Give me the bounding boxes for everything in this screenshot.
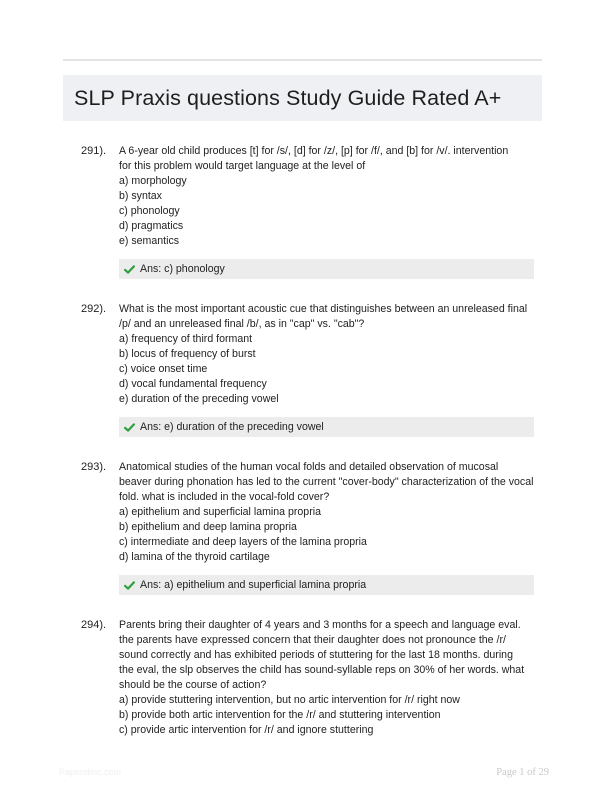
- option-b: b) syntax: [119, 190, 162, 202]
- question-text-line: should be the course of action?: [119, 679, 267, 691]
- top-divider: [63, 59, 542, 61]
- check-icon: [124, 422, 135, 433]
- question-text-line: Anatomical studies of the human vocal folds and detailed observation of mucosal: [119, 461, 499, 473]
- title-banner: [63, 75, 542, 121]
- question-text-line: Parents bring their daughter of 4 years and 3 months for a speech and language eval.: [119, 619, 521, 631]
- option-b: b) locus of frequency of burst: [119, 348, 256, 360]
- question-text-line: the parents have expressed concern that their daughter does not pronounce the /r/: [119, 634, 506, 646]
- option-d: d) vocal fundamental frequency: [119, 378, 267, 390]
- option-d: d) lamina of the thyroid cartilage: [119, 551, 270, 563]
- check-icon: [124, 264, 135, 275]
- question-number: 294).: [81, 619, 107, 631]
- option-a: a) frequency of third formant: [119, 333, 253, 345]
- answer-box: [119, 575, 534, 595]
- question-text-line: fold. what is included in the vocal-fold cover?: [119, 491, 330, 503]
- question-body: [119, 618, 539, 738]
- question-number: 291).: [81, 145, 107, 157]
- option-c: c) voice onset time: [119, 363, 208, 375]
- answer-text: Ans: c) phonology: [140, 262, 225, 275]
- option-b: b) epithelium and deep lamina propria: [119, 521, 297, 533]
- question-number: 292).: [81, 303, 107, 315]
- option-c: c) intermediate and deep layers of the lamina propria: [119, 536, 367, 548]
- question-text-line: beaver during phonation has led to the current "cover-body" characterization of the vocal: [119, 476, 534, 488]
- option-e: e) semantics: [119, 235, 180, 247]
- option-a: a) provide stuttering intervention, but no artic intervention for /r/ right now: [119, 694, 460, 706]
- answer-box: [119, 417, 534, 437]
- question-text-line: /p/ and an unreleased final /b/, as in "cap" vs. "cab"?: [119, 318, 365, 330]
- option-d: d) pragmatics: [119, 220, 184, 232]
- question-body: [119, 460, 539, 595]
- document-title: SLP Praxis questions Study Guide Rated A+: [74, 85, 502, 110]
- answer-text: Ans: e) duration of the preceding vowel: [140, 420, 324, 433]
- check-icon: [124, 580, 135, 591]
- option-b: b) provide both artic intervention for the /r/ and stuttering intervention: [119, 709, 441, 721]
- option-e: e) duration of the preceding vowel: [119, 393, 279, 405]
- footer-site-watermark: Paperstinc.com: [59, 767, 122, 777]
- answer-box: [119, 259, 534, 279]
- question-text-line: for this problem would target language at the level of: [119, 160, 366, 172]
- question-text-line: sound correctly and has exhibited periods of stuttering for the last 18 months. during: [119, 649, 513, 661]
- question-text-line: What is the most important acoustic cue that distinguishes between an unreleased final: [119, 303, 528, 315]
- page-indicator: Page 1 of 29: [496, 767, 549, 778]
- question-text-line: A 6-year old child produces [t] for /s/, [d] for /z/, [p] for /f/, and [b] for /v/. intervention: [119, 145, 509, 157]
- question-number: 293).: [81, 461, 107, 473]
- question-text-line: the eval, the slp observes the child has sound-syllable reps on 30% of her words. what: [119, 664, 525, 676]
- question-body: [119, 302, 539, 437]
- option-c: c) provide artic intervention for /r/ and ignore stuttering: [119, 724, 374, 736]
- answer-text: Ans: a) epithelium and superficial lamina propria: [140, 578, 367, 591]
- question-body: [119, 144, 539, 279]
- option-c: c) phonology: [119, 205, 180, 217]
- option-a: a) epithelium and superficial lamina propria: [119, 506, 321, 518]
- option-a: a) morphology: [119, 175, 187, 187]
